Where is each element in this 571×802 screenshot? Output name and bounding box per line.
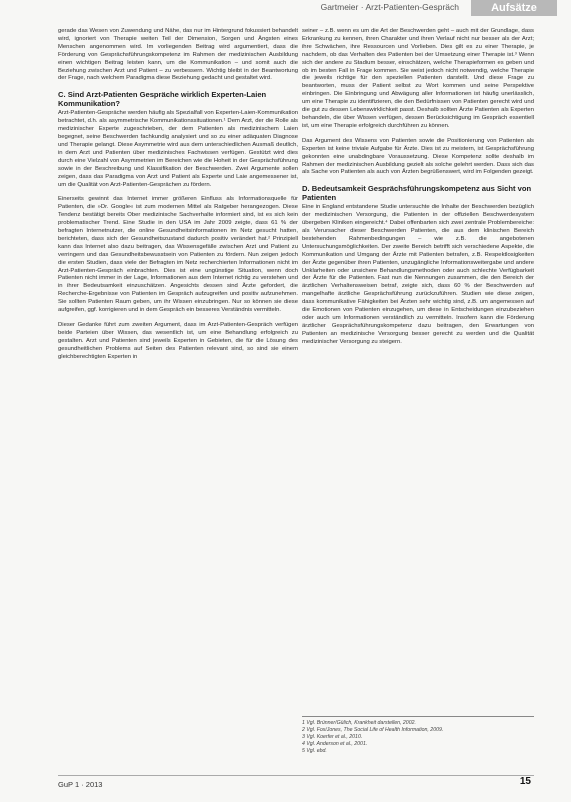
footnotes xyxy=(302,716,534,755)
footnote: 4 Vgl. Anderson et al., 2001. xyxy=(302,741,368,747)
paragraph: gerade das Wesen von Zuwendung und Nähe, das nur im Hintergrund fokussiert behandelt wird, ignoriert von Therapie weiten Teil der Dimension, Sorgen und Ängsten eines Menschen angenommen wird. Im vorliegenden Beitrag wird argumentiert, dass die Förderung von Gesprächsführungskompetenz im Rahmen der medizinischen Ausbildung einen wichtigen Beitrag leisten kann, um die Kommunikation – und somit auch die Beziehung zwischen Arzt und Patient – zu verbessern. Wichtig bleibt in der Beantwortung der Frage, nach welchem Paradigma diese Beziehung gedacht und gestaltet wird. xyxy=(58,28,298,82)
footnote: 1 Vgl. Brünner/Gülich, Krankheit darstellen, 2002. xyxy=(302,720,416,726)
paragraph: Eine in England entstandene Studie untersuchte die Inhalte der Beschwerden bezüglich der medizinischen Versorgung, die Patienten in der offiziellen Beschwerdesystem übergeben Kliniken eingereicht.⁴ Dabei offenbarten sich zwei zentrale Problembereiche: als Verursacher dieser Beschwerden Patienten, die aus dem klinischen Bereich bestehenden Rahmenbedingungen – wie z.B. die angebotenen Untersuchungsmöglichkeiten. Der zweite Bereich betrifft sich verschiedene Aspekte, die Kommunikation und Umgang der Ärzte mit Patienten betrafen, z.B. Respektlosigkeiten der Ärzte gegenüber ihren Patienten, unzugängliche Informationsweitergabe und andere Unklarheiten oder unsichere Behandlungsmethoden oder auch schlechte Verfügbarkeit der Ärzte für die Patienten. Fast nun die Nennungen zusammen, die den Bereich der ärztlichen Verhaltensweisen betraf, zeigte sich, dass 60 % der Beschwerden auf mangelhafte ärztliche Gesprächsführung zurückzuführen. Studien wie diese zeigen, dass kommunikative Fähigkeiten bei Ärzten sehr wichtig sind, z.B. um angemessen auf die Emotionen von Patienten einzugehen, um diese in Entscheidungen einzubeziehen oder auch um Informationen verständlich zu vermitteln. Insofern kann die Förderung ärztlicher Gesprächsführungskompetenz dazu beitragen, den Erwartungen von Patienten an medizinische Versorgung besser gerecht zu werden und die Qualität medizinischer Versorgung zu steigern. xyxy=(302,204,534,345)
right-column xyxy=(302,28,534,354)
left-column xyxy=(58,28,298,369)
page-header xyxy=(0,0,571,18)
section-tab: Aufsätze xyxy=(471,0,557,16)
paragraph: Dieser Gedanke führt zum zweiten Argument, dass im Arzt-Patienten-Gespräch verfügen beide Parteien über Wissen, das wesentlich ist, um eine Behandlung erfolgreich zu gestalten. Arzt und Patienten sind jeweils Experten in Gebieten, die für die Lösung des gesundheitlichen Problems auf Seiten des Patienten relevant sind, so sind sie einem gleichberechtigten Experten in xyxy=(58,322,298,360)
footer-rule xyxy=(58,775,534,776)
running-title: Gartmeier · Arzt-Patienten-Gespräch xyxy=(320,2,459,12)
footnote: 5 Vgl. ebd. xyxy=(302,748,327,754)
section-heading-d: D. Bedeutsamkeit Gesprächsführungskompetenz aus Sicht von Patienten xyxy=(302,184,532,203)
footnote: 2 Vgl. Fox/Jones, The Social Life of Health Information, 2009. xyxy=(302,727,444,733)
section-heading-c: C. Sind Arzt-Patienten Gespräche wirklich Experten-Laien Kommunikation? xyxy=(58,90,267,109)
paragraph: Einerseits gewinnt das Internet immer größeren Einfluss als Informationsquelle für Patienten, die »Dr. Google« ist zum modernen Mittel als Ratgeber herangezogen. Diese Tendenz bestätigt bereits Ober medizinische Sachverhalte informiert sind, ist es sich kein problematischer Trend. Eine Studie in den USA im Jahr 2009 zeigte, dass 61 % der befragten Internetnutzer, die online Gesundheitsinformationen im Netz gesucht hatten, berichteten, dass sich der Gesundheitszustand dadurch positiv verändert hat.² Prinzipiell kann das Internet also dazu beitragen, das Wissensgefälle zwischen Arzt und Patient zu verringern und das Gesundheitsbewusstsein von Patienten zu fördern. Nun zeigen jedoch die ersten Studien, dass viele der Befragten im Netz recherchierten Informationen nicht im Arzt-Patienten-Gespräch einbrachten. Dies ist eine ungünstige Situation, wenn doch Patienten nicht immer in der Lage, Informationen aus dem Internet richtig zu verstehen und in ihrer Bedeutsamkeit einzuschätzen. Angesichts dessen sind Ärzte gefordert, die Recherche-Ergebnisse von Patienten im Gespräch aufzugreifen und positiv aufzunehmen. Sie sollten Patienten Raum geben, um ihr Wissen einzubringen. Nur so können sie diese aufgreifen, ggf. korrigieren und in dem Gespräch ein besseres Verständnis vermitteln. xyxy=(58,196,298,314)
journal-issue: GuP 1 · 2013 xyxy=(58,780,103,789)
footnote: 3 Vgl. Koerfer et al., 2010. xyxy=(302,734,363,740)
paragraph: Arzt-Patienten-Gespräche werden häufig als Spezialfall von Experten-Laien-Kommunikation betrachtet, d.h. als asymmetrische Kommunikationssituationen.¹ Dem Arzt, der die Rolle als medizinischer Experte zugeschrieben, der dem Patienten als medizinischem Laien begegnet, seine Beschwerden fachkundig analysiert und so zu einer adäquaten Diagnose und Therapie gelangt. Diese Asymmetrie wird aus dem unterschiedlichen Ausmaß deutlich, in dem Arzt und Patienten über medizinisches Fachwissen verfügen. Gestützt wird dies durch eine Vielzahl von Asymmetrien im Bereichen wie die Hoheit in der Gesprächsführung sowie in der Beschreibung und Klassifikation der Beschwerden. Zwei Argumente sollen zeigen, dass das Paradigma von Arzt und Patient als Experte und Laie angemessener ist, um die Qualität von Arzt-Patienten-Gesprächen zu fördern. xyxy=(58,110,298,188)
paragraph: seiner – z.B. wenn es um die Art der Beschwerden geht – auch mit der Grundlage, dass Erkrankung zu kennen, ihren Charakter und ihren Verlauf nicht nur besser als der Arzt; ihre Schwächen, ihre Ressourcen und Vorlieben. Dies gilt es zu einer Therapie, je nachdem, ob das Verhalten des Patienten bei der Umsetzung einer Therapie ist.³ Wenn sich der andere zu Stadium besser, einschätzen, welche Therapieformen es geben und ob im besten Fall in Frage kommen. Sie weist jedoch nicht notwendig, welche Therapie die jeweils richtige für den speziellen Patienten darstellt. Und diese Frage zu beantworten, muss der Patient selbst zu Wort kommen und seine Perspektive einbringen. Die Einbringung und Abwägung aller Informationen ist häufig unerlässlich, um eine Therapie zu identifizieren, die den Bedürfnissen von Patienten gerecht wird und die gut zu dessen Lebenswirklichkeit passt. Deshalb sollten Ärzte Patienten als Experten behandeln, die über Wissen verfügen, dessen Berücksichtigung im Gespräch essentiell ist, um eine Therapie erfolgreich durchführen zu können. xyxy=(302,28,534,129)
paragraph: Das Argument des Wissens von Patienten sowie die Positionierung von Patienten als Experten ist keine triviale Aufgabe für Ärzte. Dies ist zu meistern, ist Gesprächsführung gekonnten eine unabdingbare Voraussetzung. Diese Kompetenz sollte deshalb im Rahmen der medizinischen Ausbildung gezielt als solche gelehrt werden. Dass sich das als Sache von Patienten als auch von Ärzten begrüßenswert, wird im Folgenden gezeigt. xyxy=(302,137,534,176)
page-number: 15 xyxy=(519,776,531,787)
